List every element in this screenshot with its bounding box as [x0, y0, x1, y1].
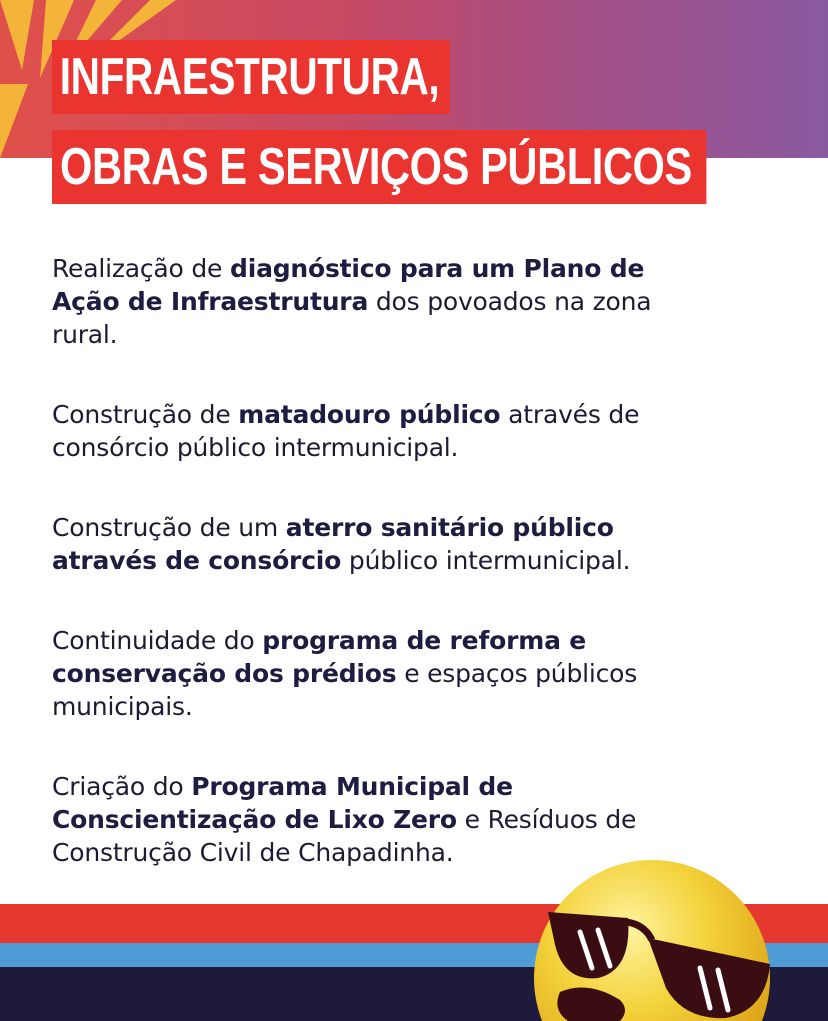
item-text: e espaços públicos municipais.	[52, 659, 638, 721]
item-text: Construção de	[52, 400, 239, 429]
item-highlight: aterro sanitário público através de consórcio	[52, 513, 614, 575]
page-title-line-1: INFRAESTRUTURA,	[52, 40, 450, 114]
page-title-line-2: OBRAS E SERVIÇOS PÚBLICOS	[52, 130, 706, 204]
proposal-item	[52, 398, 692, 464]
proposal-item	[52, 252, 692, 351]
item-text: público intermunicipal.	[341, 546, 631, 575]
proposal-item	[52, 624, 692, 723]
item-text: dos povoados na zona rural.	[52, 287, 652, 349]
item-highlight: Programa Municipal de Conscientização de Lixo Zero	[52, 772, 513, 834]
item-text: Construção de um	[52, 513, 286, 542]
proposal-item	[52, 770, 692, 869]
proposal-item	[52, 511, 692, 577]
item-text: Realização de	[52, 254, 230, 283]
proposal-list	[52, 252, 692, 916]
item-highlight: programa de reforma e conservação dos prédios	[52, 626, 586, 688]
item-text: Continuidade do	[52, 626, 263, 655]
item-highlight: matadouro público	[238, 400, 501, 429]
sunglasses-emoji-icon	[520, 860, 790, 1021]
item-text: através de consórcio público intermunicipal.	[52, 400, 640, 462]
item-text: Criação do	[52, 772, 192, 801]
item-text: e Resíduos de Construção Civil de Chapadinha.	[52, 805, 637, 867]
item-highlight: diagnóstico para um Plano de Ação de Infraestrutura	[52, 254, 645, 316]
